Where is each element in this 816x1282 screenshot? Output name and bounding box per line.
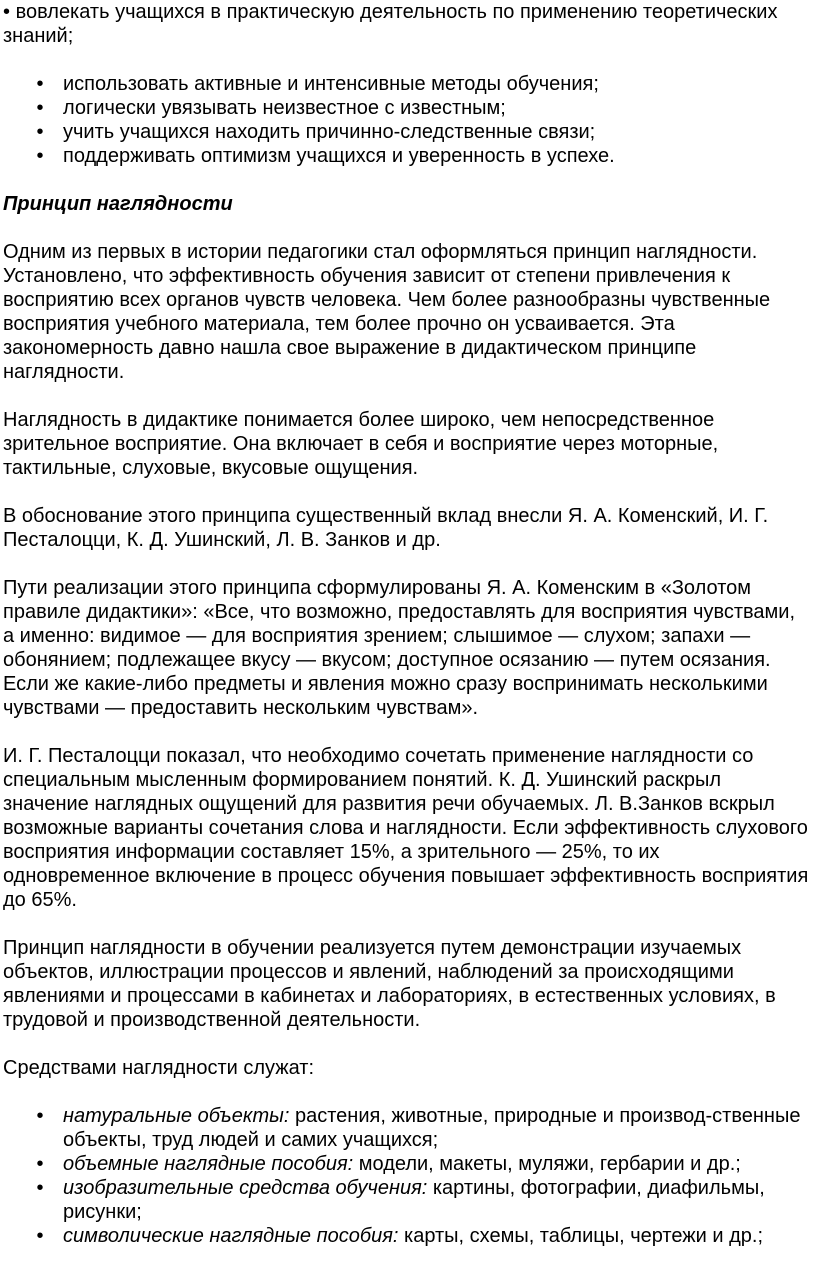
list-item	[36, 1224, 810, 1248]
list-item	[36, 72, 810, 96]
section-heading: Принцип наглядности	[3, 193, 233, 215]
bullet-marker: •	[36, 121, 44, 143]
visual-aids-list	[3, 1104, 810, 1248]
paragraph: Пути реализации этого принципа сформулированы Я. А. Коменским в «Золотом правиле дидактики»: «Все, что возможно, предоставлять для восприятия чувствами, а именно: видимое — для восприятия зрением; слышимое — слухом; запахи — обонянием; подлежащее вкусу — вкусом; доступное осязанию — путем осязания. Если же какие-либо предметы и явления можно сразу воспринимать несколькими чувствами — предоставить нескольким чувствам».	[3, 577, 796, 719]
list-item-text: карты, схемы, таблицы, чертежи и др.;	[398, 1225, 764, 1247]
list-item-term: изобразительные средства обучения:	[63, 1177, 428, 1199]
paragraph: Средствами наглядности служат:	[3, 1057, 315, 1079]
paragraph: И. Г. Песталоцци показал, что необходимо сочетать применение наглядности со специальным мысленным формированием понятий. К. Д. Ушинский раскрыл значение наглядных ощущений для развития речи обучаемых. Л. В.Занков вскрыл возможные варианты сочетания слова и наглядности. Если эффективность слухового восприятия информации составляет 15%, а зрительного — 25%, то их одновременное включение в процесс обучения повышает эффективность восприятия до 65%.	[3, 745, 809, 911]
paragraph: В обоснование этого принципа существенный вклад внесли Я. А. Коменский, И. Г. Песталоцци, К. Д. Ушинский, Л. В. Занков и др.	[3, 505, 769, 551]
list-item	[36, 1152, 810, 1176]
bullet-marker: •	[36, 145, 44, 167]
paragraph: Одним из первых в истории педагогики стал оформляться принцип наглядности. Установлено, что эффективность обучения зависит от степени привлечения к восприятию всех органов чувств человека. Чем более разнообразны чувственные восприятия учебного материала, тем более прочно он усваивается. Эта закономерность давно нашла свое выражение в дидактическом принципе наглядности.	[3, 241, 771, 383]
list-item	[36, 1104, 810, 1152]
bullet-marker: •	[36, 97, 44, 119]
intro-bullet-item	[3, 0, 810, 48]
list-item-term: натуральные объекты:	[63, 1105, 290, 1127]
paragraph: Наглядность в дидактике понимается более широко, чем непосредственное зрительное восприятие. Она включает в себя и восприятие через моторные, тактильные, слуховые, вкусовые ощущения.	[3, 409, 719, 479]
list-item-text: поддерживать оптимизм учащихся и уверенность в успехе.	[63, 145, 615, 167]
bullet-marker: •	[36, 1105, 44, 1127]
methods-list	[3, 72, 810, 168]
list-item-text: модели, макеты, муляжи, гербарии и др.;	[353, 1153, 741, 1175]
paragraph: Принцип наглядности в обучении реализуется путем демонстрации изучаемых объектов, иллюстрации процессов и явлений, наблюдений за происходящими явлениями и процессами в кабинетах и лабораториях, в естественных условиях, в трудовой и производственной деятельности.	[3, 937, 776, 1031]
list-item	[36, 1176, 810, 1224]
bullet-marker: •	[36, 1177, 44, 1199]
list-item-text: картины, фотографии, диафильмы, рисунки;	[63, 1177, 765, 1223]
list-item	[36, 120, 810, 144]
list-item-text: использовать активные и интенсивные методы обучения;	[63, 73, 599, 95]
list-item-term: символические наглядные пособия:	[63, 1225, 399, 1247]
list-item-text: логически увязывать неизвестное с известным;	[63, 97, 506, 119]
list-item	[36, 144, 810, 168]
bullet-marker: •	[36, 1153, 44, 1175]
list-item	[36, 96, 810, 120]
list-item-text: растения, животные, природные и производ-ственные объекты, труд людей и самих учащихся;	[63, 1105, 801, 1151]
bullet-marker: •	[36, 1225, 44, 1247]
intro-bullet-text: вовлекать учащихся в практическую деятельность по применению теоретических знаний;	[3, 1, 778, 47]
bullet-marker: •	[36, 73, 44, 95]
list-item-term: объемные наглядные пособия:	[63, 1153, 354, 1175]
bullet-marker: •	[3, 1, 11, 23]
list-item-text: учить учащихся находить причинно-следственные связи;	[63, 121, 596, 143]
